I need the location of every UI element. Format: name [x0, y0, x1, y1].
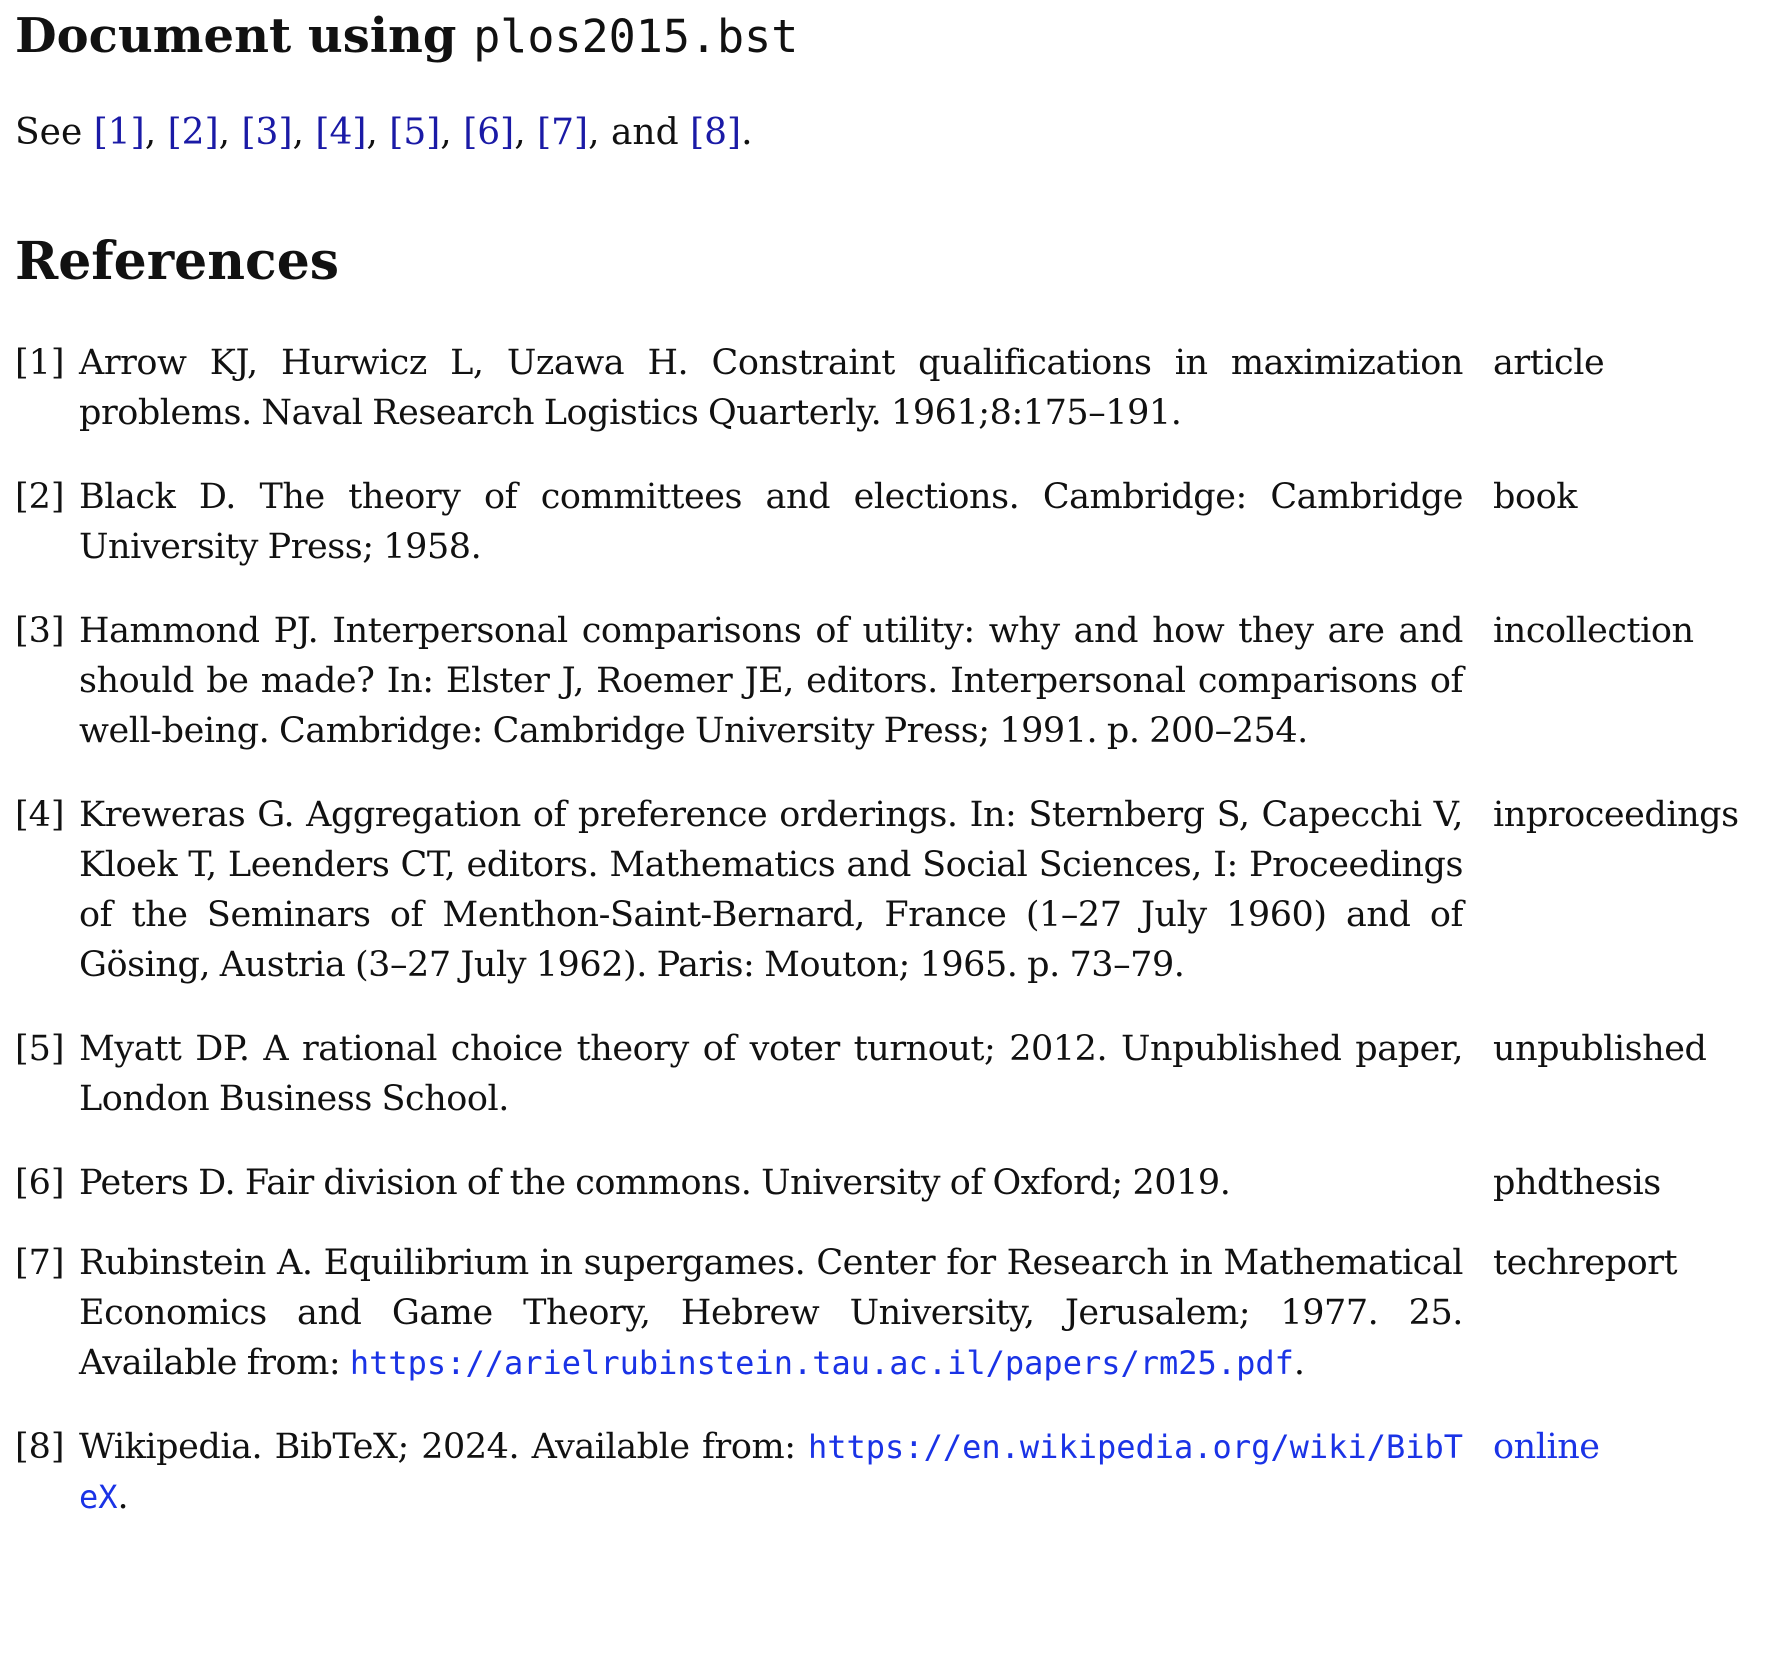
citation-link-2[interactable]: [2]	[167, 112, 219, 153]
reference-text: Arrow KJ, Hurwicz L, Uzawa H. Constraint qualifications in maximization problems. Naval Research Logistics Quarterly. 1961;8:175–191.	[79, 343, 1463, 433]
reference-type: techreport	[1493, 1243, 1678, 1283]
reference-list	[15, 338, 1755, 1556]
reference-item	[15, 338, 1755, 438]
citation-link-3[interactable]: [3]	[241, 112, 293, 153]
intro-see: See	[15, 112, 83, 153]
title-prefix: Document using	[15, 8, 457, 64]
reference-item	[15, 1024, 1755, 1124]
references-heading: References	[15, 231, 340, 292]
citation-link-1[interactable]: [1]	[93, 112, 145, 153]
reference-item	[15, 606, 1755, 756]
reference-type: phdthesis	[1493, 1163, 1661, 1203]
reference-text: Myatt DP. A rational choice theory of voter turnout; 2012. Unpublished paper, London Business School.	[79, 1029, 1463, 1119]
reference-body: Rubinstein A. Equilibrium in supergames. Center for Research in Mathematical Economics and Game Theory, Hebrew University, Jerusalem; 1977. 25. Available from:	[79, 1243, 1463, 1383]
reference-item	[15, 1158, 1755, 1208]
reference-type: online	[1493, 1427, 1600, 1467]
reference-type: article	[1493, 343, 1605, 383]
reference-label: [6]	[15, 1163, 65, 1203]
reference-end: .	[1293, 1343, 1305, 1383]
citation-link-7[interactable]: [7]	[537, 112, 589, 153]
reference-body: Wikipedia. BibTeX; 2024. Available from:	[79, 1427, 808, 1467]
reference-text	[79, 1238, 1463, 1388]
reference-item	[15, 1422, 1755, 1522]
reference-type: book	[1493, 477, 1577, 517]
reference-item	[15, 472, 1755, 572]
reference-end: .	[117, 1477, 129, 1517]
reference-text: Peters D. Fair division of the commons. University of Oxford; 2019.	[79, 1163, 1231, 1203]
reference-text: Kreweras G. Aggregation of preference orderings. In: Sternberg S, Capecchi V, Kloek T, Leenders CT, editors. Mathematics and Social Sciences, I: Proceedings of the Seminars of Menthon-Saint-Bernard, France (1–27 July 1960) and of Gösing, Austria (3–27 July 1962). Paris: Mouton; 1965. p. 73–79.	[79, 795, 1463, 985]
reference-type: unpublished	[1493, 1029, 1707, 1069]
reference-label: [4]	[15, 795, 65, 835]
reference-type: inproceedings	[1493, 795, 1739, 835]
reference-label: [7]	[15, 1243, 65, 1283]
citation-link-8[interactable]: [8]	[690, 112, 742, 153]
reference-item	[15, 790, 1755, 990]
reference-type: incollection	[1493, 611, 1694, 651]
title-filename: plos2015.bst	[473, 10, 799, 63]
reference-text: Black D. The theory of committees and elections. Cambridge: Cambridge University Press; 1958.	[79, 477, 1463, 567]
reference-label: [3]	[15, 611, 65, 651]
citation-link-5[interactable]: [5]	[389, 112, 441, 153]
reference-text	[79, 1422, 1463, 1522]
intro-paragraph: See [1], [2], [3], [4], [5], [6], [7], and [8].	[15, 112, 753, 153]
reference-label: [2]	[15, 477, 65, 517]
reference-label: [1]	[15, 343, 65, 383]
citation-link-6[interactable]: [6]	[463, 112, 515, 153]
citation-link-4[interactable]: [4]	[315, 112, 367, 153]
reference-url-link[interactable]: https://en.wikipedia.org/wiki/BibTeX	[79, 1428, 1463, 1516]
reference-label: [5]	[15, 1029, 65, 1069]
reference-text: Hammond PJ. Interpersonal comparisons of utility: why and how they are and should be made? In: Elster J, Roemer JE, editors. Interpersonal comparisons of well-being. Cambridge: Cambridge University Press; 1991. p. 200–254.	[79, 611, 1463, 751]
reference-url-link[interactable]: https://arielrubinstein.tau.ac.il/papers/rm25.pdf	[349, 1344, 1294, 1382]
reference-label: [8]	[15, 1427, 65, 1467]
document-title	[15, 6, 798, 67]
reference-item	[15, 1238, 1755, 1388]
